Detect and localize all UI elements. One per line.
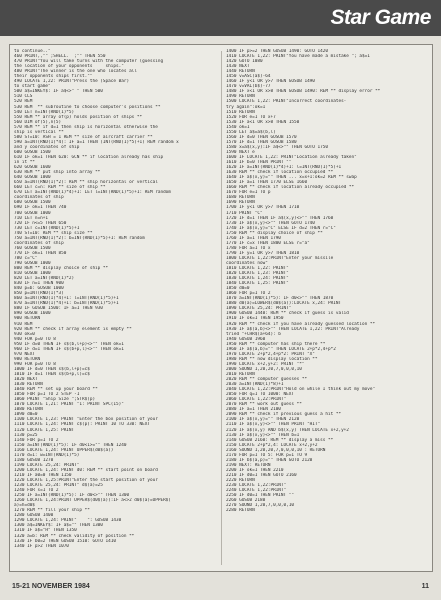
code-line: 1980 REM ** now display location ** bbox=[226, 356, 318, 362]
code-line: 500 a$=INKEY$: IF a$<>" " THEN 500 bbox=[14, 89, 103, 95]
code-line: 1240 FOR s=1 TO 2 bbox=[14, 488, 59, 494]
code-line: 490 LOCATE 1,22: PRINT"Press the (Space Bar) bbox=[14, 79, 130, 85]
code-line: 1430 NEXT bbox=[226, 64, 250, 70]
code-line: 1490 RETURN bbox=[226, 94, 255, 100]
code-line: a)=h=d0$ bbox=[14, 503, 35, 509]
code-line: 1770 IF c=x THEN 1800 ELSE r="a" bbox=[226, 240, 310, 246]
code-line: 840 p=b: GOSUB 1000 bbox=[14, 286, 64, 292]
code-line: 670 LET a=INT(RND(1)*4)+1: LET l=INT(RND(1)*5)+1: REM random bbox=[14, 190, 171, 196]
code-line: 1870 a=INT(RND(1)*5): IF d0<>"" THEN 1870 bbox=[226, 296, 334, 302]
code-line: 2030 a=INT(RND(1)*8)+1 bbox=[226, 382, 284, 388]
code-line: 1120 LOCATE 1,25: PRINT bbox=[14, 427, 75, 433]
code-line: 890 GOSUB 1600 bbox=[14, 311, 51, 317]
code-line: 2220 RETURN bbox=[226, 477, 255, 483]
code-line: 960 IF d=1 THEN IF s$(b+p,l)<>"" THEN ok=1 bbox=[14, 346, 124, 352]
code-line: tried "+CHR$(a+64): b bbox=[226, 331, 281, 337]
code-line: 1590 NEXT e bbox=[226, 149, 255, 155]
code-line: 1600 IF LOCATE 1,22: PRINT"Location already taken" bbox=[226, 154, 357, 160]
code-line: 1070 LOCATE 1,21: PRINT "1: PRINT SPC(15)" bbox=[14, 402, 124, 408]
code-line: 2070 REM ** work out guess ** bbox=[226, 402, 302, 408]
code-line: 870 a=INT(RND(1)*4)+1: b=INT(RND(1)*5)+1 bbox=[14, 301, 119, 307]
code-line: 2060 LOCATE 1,22:PRINT" bbox=[226, 397, 287, 403]
code-line: 1580 x=a$(x,y):IF a$<>"" THEN GOTO 1750 bbox=[226, 144, 328, 150]
code-line: 1900 GOSUB 1440: REM ** check if guess is valid bbox=[226, 311, 349, 317]
code-line: 1650 IF a=1 THEN 1770 ELSE 1660 bbox=[226, 180, 308, 186]
code-line: 2110 IF a$(x,y)<>"" THEN PRINT "HIT" bbox=[226, 422, 321, 428]
code-line: 1630 REM ** check if location occupied ** bbox=[226, 170, 334, 176]
code-line: 1760 IF a=1 THEN 1790 bbox=[226, 235, 281, 241]
code-line: 1230 LOCATE 25,24: PRINT" d$(a)=25 bbox=[14, 483, 103, 489]
code-line: 1270 REM ** fill your ship ** bbox=[14, 508, 90, 514]
code-line: 800 REM ** display choice of ship ** bbox=[14, 266, 109, 272]
code-line: 1160 LOCATE 1,24: PRINT UPPER$(d0$(a)) bbox=[14, 447, 114, 453]
code-line: 1460 IF y<1 OR y>7 THEN GOSUB 1490 bbox=[226, 79, 315, 85]
code-line: 1550 LET a$=a$(b,l) bbox=[226, 129, 276, 135]
code-line: 1470 v=VAL(b$)-77 bbox=[226, 84, 271, 90]
column-divider bbox=[221, 51, 222, 565]
code-line: 2120 IF a$(x,y) AND b$(x,y) THEN LOCATE x+2,y+2 bbox=[226, 427, 349, 433]
code-line: 970 NEXT bbox=[14, 351, 35, 357]
code-line: 710 LET n=n+1 bbox=[14, 215, 48, 221]
code-line: 610 IF ok=1 THEN 620: GCN ** if location already has ship bbox=[14, 154, 164, 160]
code-line: 630 REM ** put ship into array ** bbox=[14, 170, 101, 176]
code-line: 1890 LOCATE 25,24: PRINT" bbox=[226, 306, 292, 312]
code-line: in it ** bbox=[14, 160, 35, 166]
code-line: to continue.." bbox=[14, 49, 51, 54]
code-line: 920 REM ** check if array element is empty ** bbox=[14, 326, 132, 332]
code-line: 1920 REM ** check if you have already guessed location ** bbox=[226, 321, 376, 327]
code-line: 550 REM ** array of(p) holds position of ships ** bbox=[14, 114, 143, 120]
code-line: ship is vertical ** bbox=[14, 129, 64, 135]
issue-date: 15-21 NOVEMBER 1984 bbox=[12, 583, 90, 590]
code-line: 1000 IF d=0 THEN s$(b,l+p)=c$ bbox=[14, 366, 90, 372]
code-line: 2050 FOR q=1 TO 1000: NEXT bbox=[226, 392, 294, 398]
code-line: 1410 LOCATE 1,22: PRINT"You have made a mistake "; a$=1 bbox=[226, 54, 370, 60]
code-line: 1850 d0=0 bbox=[226, 286, 250, 292]
code-line: 930 ok=0 bbox=[14, 331, 35, 337]
code-line: 2100 IF a$(x,y)="" THEN 2120 bbox=[226, 417, 300, 423]
code-line: 1700 IF y<1 OR y>7 THEN 1710 bbox=[226, 205, 300, 211]
code-line: 950 IF d=0 THEN IF s$(b,l+p)<>"" THEN ok=1 bbox=[14, 341, 124, 347]
code-line: 900 RETURN bbox=[14, 316, 41, 322]
code-line: 580 ST=10: ASH = 1 REM ** size of aircraft carrier ** bbox=[14, 134, 153, 140]
code-line: 730 LET c=INT(RND(1)*5)+1 bbox=[14, 225, 80, 231]
code-line: 1420 GOTO 1080 bbox=[226, 59, 263, 65]
code-line: 2000 SOUND 1,20,20,7,0,0,0,10 bbox=[226, 366, 302, 372]
code-line: 2010 RETURN bbox=[226, 372, 255, 377]
code-line: 1640 IF a$(x,y)="" THEN ... x=x+1:ok=2 REM ** swap bbox=[226, 175, 357, 181]
code-line: 520 REM bbox=[14, 99, 33, 105]
code-line: 1310 IF a$="H" THEN 1350 bbox=[14, 528, 77, 534]
code-line: 1090 d0=0 bbox=[14, 412, 38, 418]
code-line: 1050 FOR p=1 TO 2 STEP -1 bbox=[14, 392, 80, 398]
code-line: try again":ok=1 bbox=[226, 104, 266, 110]
code-line: 1710 PRINT "C" bbox=[226, 210, 263, 216]
code-line: 910 REM bbox=[14, 321, 33, 327]
code-line: 1560 IF d=0 THEN GOSUB 1570 bbox=[226, 134, 297, 140]
page-number: 11 bbox=[421, 583, 429, 590]
code-line: 1660 REM ** check if location already occupied ** bbox=[226, 185, 355, 191]
code-line: 1110 LOCATE 1,24: PRINT c$(p): PRINT 10 TO 330: NEXT bbox=[14, 422, 150, 428]
code-line: 1620 IF a=INT(RND(1)*4)+1: l=INT(RND(1)*5)+1 bbox=[226, 165, 342, 171]
code-line: 2190 NEXT: RETURN bbox=[226, 462, 271, 468]
code-line: 1400 IF p>=2 THEN GOSUB 1490: GOTO 1420 bbox=[226, 49, 328, 54]
code-line: 780 c="C" bbox=[14, 255, 38, 261]
code-line: 1680 RETURN bbox=[226, 195, 255, 201]
code-line: to start game" bbox=[14, 84, 51, 90]
code-line: 700 GOSUB 1000 bbox=[14, 210, 51, 216]
code-line: 1910 IF ok=1 THEN 1950 bbox=[226, 316, 284, 322]
code-line: 1860 FOR p=1 TO 2 bbox=[226, 291, 271, 297]
code-line: 850 p=INT(RND(1)*3) bbox=[14, 291, 64, 297]
code-line: 640 GOSUB 1000 bbox=[14, 175, 51, 181]
code-line: 530 REM ** subroutine to choose computer's positions ** bbox=[14, 104, 161, 110]
code-line: 1740 IF a$(x,y)="C" ELSE IF d=2 THEN r="C" bbox=[226, 225, 336, 231]
code-line: 1200 LOCATE 1,24: PRINT d0: REM ** start point on board bbox=[14, 467, 158, 473]
code-line: 1720 IF d=1 THEN IF a$(x,y)<>"" THEN 1760 bbox=[226, 215, 334, 221]
code-line: 1280 GOSUB 1400 bbox=[14, 513, 54, 519]
listing-column-right bbox=[226, 49, 430, 567]
code-line: 2160 SOUND 1,20,20,7,0,0,0,10 : RETURN bbox=[226, 447, 326, 453]
code-line: 2040 LOCATE 1,22:PRINT"Hold on while I think out my move" bbox=[226, 387, 376, 393]
code-line: 570 REM ** if d=1 then ship is horizontal otherwise the bbox=[14, 124, 158, 130]
code-line: 1570 IF d=1 THEN GOSUB 1580 bbox=[226, 139, 297, 145]
code-line: 1610 IF b=0 THEN PRINT "" bbox=[226, 160, 292, 166]
code-line: 1520 FOR e=1 TO x+7 bbox=[226, 114, 276, 120]
code-line: 1690 RETURN bbox=[226, 200, 255, 206]
code-line: 1480 IF x<1 OR x>8 THEN GOSUB 1490: REM ** display error ** bbox=[226, 89, 381, 95]
code-line: 1330 IF b0=2 THEN GOSUB 1510: GOTO 1410 bbox=[14, 538, 116, 544]
code-line: 590 a=INT(RND(1)*4): IF a=1 THEN (INT(RND(1)*5)+1) REM random x bbox=[14, 139, 179, 145]
code-line: 1010 IF d=1 THEN s$(b+p,l)=c$ bbox=[14, 372, 90, 377]
code-line: 740 ST=10: REM ** ship size ** bbox=[14, 230, 93, 236]
code-line: 1250 IF a=INT(RND(1)*5): IF d0<>"" THEN 1300 bbox=[14, 493, 130, 499]
code-line: 1930 IF a$(a,b)<>"" THEN LOCATE 1,22: PRINT"Already bbox=[226, 326, 360, 332]
code-line: 1450 v=ASC(a$)-64 bbox=[226, 74, 271, 80]
code-line: 1180 GOSUB 1270 bbox=[14, 457, 54, 463]
code-line: 760 GOSUB 1500 bbox=[14, 245, 51, 251]
code-line: 2130 IF a$(x,y)<>"" THEN b=1 bbox=[226, 432, 300, 438]
code-line: 620 GOSUB 1600 bbox=[14, 165, 51, 171]
code-line: 1130 p=25 bbox=[14, 432, 38, 438]
code-line: 770 IF ok=1 THEN 850 bbox=[14, 250, 67, 256]
code-line: 940 FOR p=0 TO 8 bbox=[14, 336, 56, 342]
code-line: 1340 IF p>2 THEN 1070 bbox=[14, 543, 69, 549]
code-line: 2260 GOSUB 2180 bbox=[226, 498, 266, 504]
code-line: 2200 IF ok=1 THEN 2210 bbox=[226, 467, 284, 473]
header-bar bbox=[0, 0, 441, 36]
code-line: 1940 GOSUB 1960 bbox=[226, 336, 266, 342]
code-line: 1790 IF y=1 OR y>7 THEN 1810 bbox=[226, 250, 300, 256]
code-line: 1840 LOCATE 1,25: PRINT" bbox=[226, 281, 289, 287]
code-line: 2210 IF d0=1 THEN GOTO 2160 bbox=[226, 472, 297, 478]
code-line: 1500 LOCATE 1,22: PRINT"Incorrect coordinates- bbox=[226, 99, 347, 105]
code-line: 650 a=INT(RND(1)*2): REM ** ship horizontal or vertical bbox=[14, 180, 158, 186]
code-line: 880 IF GOSUB 1500: IF a=1 THEN 930 bbox=[14, 306, 103, 312]
program-listing bbox=[9, 44, 433, 572]
code-line: 2240 LOCATE 1,22:PRINT" bbox=[226, 488, 287, 494]
code-line: 560 DIM of(5),n(5) bbox=[14, 119, 62, 125]
code-line: 1730 IF a$(x,y)<>"" THEN GOTO 1740 bbox=[226, 220, 315, 226]
code-line: 810 GOSUB 1000 bbox=[14, 271, 51, 277]
code-line: coordinates of ship bbox=[14, 240, 64, 246]
code-line: 1800 LOCATE 1,22:PRINT"Enter your missile bbox=[226, 255, 334, 261]
code-line: 1260 LOCATE 1,24:PRINT UPPER$(d0$(a)):IF a<>2 d0$(a)=UPPER$( bbox=[14, 498, 171, 504]
code-line: 990 FOR p=0 TO 8 bbox=[14, 361, 56, 367]
code-line: 1810 LOCATE 1,22: PRINT" bbox=[226, 266, 289, 272]
code-line: 1150 a=INT(RND(1)*5): IF d0<1>="" THEN 1240 bbox=[14, 442, 127, 448]
code-line: 980 RETURN bbox=[14, 356, 41, 362]
code-line: 1100 LOCATE 1,23: PRINT "Enter the box position of your bbox=[14, 417, 158, 423]
section-title: Star Game bbox=[330, 6, 431, 29]
code-line: 790 GOSUB 1000 bbox=[14, 260, 51, 266]
code-line: 690 IF ok=1 THEN 740 bbox=[14, 205, 67, 211]
code-line: 830 IF n=1 THEN 900 bbox=[14, 281, 64, 287]
code-line: 1320 a=b: REM ** check validity of position ** bbox=[14, 533, 137, 539]
code-line: 1970 LOCATE 2+p*2,4+p*2: PRINT "X" bbox=[226, 351, 315, 357]
code-line: 1960 IF a$(a,b)="" THEN LOCATE 2+p*2,4+p*2 bbox=[226, 346, 336, 352]
code-line: 1530 IF a<1 OR x>8 THEN 1550 bbox=[226, 119, 300, 125]
code-line: 1820 LOCATE 1,23: PRINT" bbox=[226, 271, 289, 277]
code-line: 1990 LOCATE x+2,y+2: PRINT "*" bbox=[226, 361, 305, 367]
code-line: 1170 d=1: w=INT(RND(1)*5) bbox=[14, 452, 80, 458]
code-line: 1880 d0(a)=LOWER$(d0$(a)):LOCATE x,24: PRINT bbox=[226, 301, 342, 307]
code-line: 2150 LOCATE 2+p*2,4: LOCATE x+2,y+2 bbox=[226, 442, 318, 448]
code-line: 1080 RETURN bbox=[14, 407, 43, 413]
code-line: 2250 IF d0=1 THEN PRINT "" bbox=[226, 493, 294, 499]
listing-column-left bbox=[14, 49, 217, 567]
code-line: 2280 RETURN bbox=[226, 508, 255, 514]
code-line: 1300 a$=INKEY$: IF a$="" THEN 1300 bbox=[14, 523, 103, 529]
code-line: their opponents ships first."" bbox=[14, 74, 93, 80]
code-line: and y coordinates of ship bbox=[14, 144, 80, 150]
code-line: 1020 NEXT bbox=[14, 377, 38, 383]
code-line: 470 PRINT"You will take turns with the computer (guessing bbox=[14, 59, 164, 65]
code-line: 680 GOSUB 1500 bbox=[14, 200, 51, 206]
code-line: 860 a=INT(RND(1)*4)+1: l=INT(RND(1)*5)+1 bbox=[14, 296, 119, 302]
code-line: the location of your opponents ships." bbox=[14, 64, 124, 70]
code-line: 2090 REM ** check if previous guess a hit ** bbox=[226, 412, 342, 418]
code-line: 1140 FOR p=1 TO 2 bbox=[14, 437, 59, 443]
code-line: 2140 GOSUB 2160: REM ** display a miss ** bbox=[226, 437, 334, 443]
code-line: 1290 LOCATE 1,24: PRINT" ": GOSUB 1430 bbox=[14, 518, 122, 524]
code-line: 2230 LOCATE 1,22:PRINT" bbox=[226, 483, 287, 489]
code-line: 1750 REM ** display choice of ship ** bbox=[226, 230, 323, 236]
code-line: 2020 REM ** computer guesses ** bbox=[226, 377, 308, 383]
code-line: 2270 SOUND 1,20,7,0,0,0,10 bbox=[226, 503, 294, 509]
code-line: 540 LET n=INT(RND(1)*5) bbox=[14, 109, 75, 115]
code-line: 1030 RETURN bbox=[14, 382, 43, 388]
code-line: 1830 LOCATE 1,24: PRINT" bbox=[226, 276, 289, 282]
code-line: 1780 FOR a=1 TO x bbox=[226, 245, 271, 251]
code-line: coordinates now" bbox=[226, 260, 268, 266]
code-line: coordinates of ship bbox=[14, 195, 64, 201]
code-line: 1060 PRINT "Ship Size ";STR$(p) bbox=[14, 397, 96, 403]
code-line: 2170 FOR p=1 TO 5: FOR p=1 TO 9 bbox=[226, 452, 308, 458]
code-line: 480 PRINT"The winner is the one who locates all bbox=[14, 69, 137, 75]
code-line: 1670 FOR e=1 TO p bbox=[226, 190, 271, 196]
code-line: 460 PRINT,,"" ;SHELL. ;"" THEN 550 bbox=[14, 54, 106, 60]
code-line: 660 LET c=n: REM ** size of ship ** bbox=[14, 185, 106, 191]
code-line: 1220 LOCATE 1,25:PRINT"Enter the start position of your bbox=[14, 477, 158, 483]
code-line: 1950 REM ** computer has ship there ** bbox=[226, 341, 326, 347]
code-line: 750 a=INT(RND(1)*2): b=INT(RND(1)*5)+1: REM random bbox=[14, 235, 145, 241]
code-line: 1440 RETURN bbox=[226, 69, 255, 75]
code-line: 510 CLS bbox=[14, 94, 33, 100]
code-line: 600 GOSUB 1500 bbox=[14, 149, 51, 155]
code-line: 2080 IF a=1 THEN 2100 bbox=[226, 407, 281, 413]
code-line: 820 LET a=INT(RND(1)*2) bbox=[14, 276, 75, 282]
code-line: 1190 LOCATE 25,24: PRINT" bbox=[14, 462, 80, 468]
code-line: 1540 ok=1 bbox=[226, 124, 250, 130]
code-line: 2180 IF b$(a,p)="" THEN GOTO 2120 bbox=[226, 457, 313, 463]
code-line: 1510 RETURN bbox=[226, 109, 255, 115]
code-line: 720 IF n<=5 THEN 650 bbox=[14, 220, 67, 226]
code-line: 1040 REM ** set up your board ** bbox=[14, 387, 98, 393]
code-line: 1210 IF a0=0 THEN 1150 bbox=[14, 472, 72, 478]
